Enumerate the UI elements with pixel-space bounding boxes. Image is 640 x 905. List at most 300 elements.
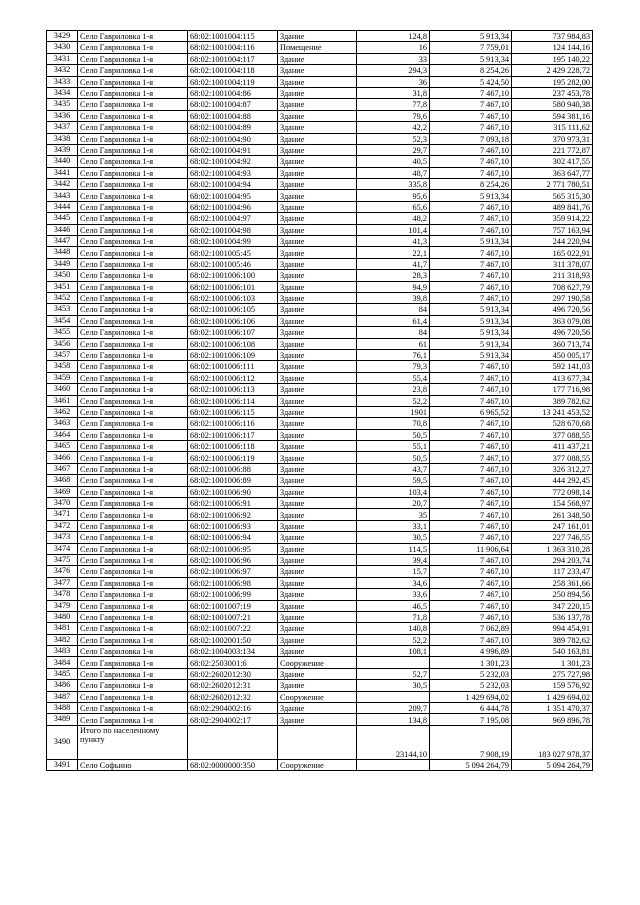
settlement-cell: Село Гавриловка 1-я	[78, 99, 188, 110]
object-type-cell: Здание	[278, 566, 357, 577]
cadastral-value-cell: 1 363 310,28	[512, 543, 593, 554]
area-cell: 20,7	[357, 498, 430, 509]
cadastral-number-cell: 68:02:1001004:86	[188, 87, 278, 98]
area-cell: 84	[357, 327, 430, 338]
settlement-cell: Село Гавриловка 1-я	[78, 543, 188, 554]
unit-value-cell: 7 467,10	[430, 213, 512, 224]
row-number-cell: 3443	[47, 190, 78, 201]
row-number-cell: 3433	[47, 76, 78, 87]
area-cell: 61	[357, 338, 430, 349]
area-cell: 40,5	[357, 156, 430, 167]
table-row	[47, 646, 593, 657]
row-number-cell: 3482	[47, 634, 78, 645]
object-type-cell: Здание	[278, 213, 357, 224]
cadastral-value-cell: 2 429 228,72	[512, 65, 593, 76]
cadastral-number-cell: 68:02:1001004:89	[188, 122, 278, 133]
cadastral-number-cell: 68:02:1001006:115	[188, 406, 278, 417]
settlement-cell: Итого по населенному пункту	[78, 725, 188, 759]
settlement-cell: Село Гавриловка 1-я	[78, 566, 188, 577]
area-cell: 55,4	[357, 372, 430, 383]
table-row	[47, 292, 593, 303]
area-cell: 209,7	[357, 703, 430, 714]
unit-value-cell: 7 467,10	[430, 361, 512, 372]
object-type-cell: Здание	[278, 31, 357, 42]
object-type-cell: Сооружение	[278, 657, 357, 668]
cadastral-value-cell: 183 027 978,37	[512, 725, 593, 759]
row-number-cell: 3471	[47, 509, 78, 520]
area-cell: 39,4	[357, 554, 430, 565]
area-cell: 48,2	[357, 213, 430, 224]
cadastral-value-cell: 244 220,94	[512, 236, 593, 247]
cadastral-number-cell: 68:02:1001004:117	[188, 53, 278, 64]
object-type-cell: Здание	[278, 87, 357, 98]
object-type-cell: Здание	[278, 623, 357, 634]
cadastral-number-cell: 68:02:1001004:88	[188, 110, 278, 121]
cadastral-number-cell: 68:02:1001004:94	[188, 179, 278, 190]
object-type-cell: Здание	[278, 589, 357, 600]
settlement-cell: Село Гавриловка 1-я	[78, 349, 188, 360]
table-row	[47, 486, 593, 497]
object-type-cell: Здание	[278, 144, 357, 155]
settlement-cell: Село Гавриловка 1-я	[78, 714, 188, 725]
unit-value-cell: 7 467,10	[430, 566, 512, 577]
unit-value-cell: 7 467,10	[430, 99, 512, 110]
settlement-cell: Село Гавриловка 1-я	[78, 247, 188, 258]
row-number-cell: 3456	[47, 338, 78, 349]
cadastral-value-cell: 594 381,16	[512, 110, 593, 121]
settlement-cell: Село Гавриловка 1-я	[78, 76, 188, 87]
cadastral-value-cell: 772 098,14	[512, 486, 593, 497]
object-type-cell: Здание	[278, 498, 357, 509]
object-type-cell: Здание	[278, 315, 357, 326]
table-row	[47, 441, 593, 452]
cadastral-number-cell: 68:02:1001006:112	[188, 372, 278, 383]
settlement-cell: Село Гавриловка 1-я	[78, 384, 188, 395]
row-number-cell: 3480	[47, 611, 78, 622]
row-number-cell: 3460	[47, 384, 78, 395]
unit-value-cell: 7 467,10	[430, 589, 512, 600]
table-row	[47, 384, 593, 395]
object-type-cell: Здание	[278, 281, 357, 292]
unit-value-cell: 7 467,10	[430, 224, 512, 235]
unit-value-cell: 7 467,10	[430, 441, 512, 452]
cadastral-number-cell: 68:02:1001007:19	[188, 600, 278, 611]
row-number-cell: 3474	[47, 543, 78, 554]
cadastral-value-cell: 117 233,47	[512, 566, 593, 577]
object-type-cell: Здание	[278, 395, 357, 406]
settlement-cell: Село Гавриловка 1-я	[78, 611, 188, 622]
settlement-cell: Село Гавриловка 1-я	[78, 475, 188, 486]
area-cell: 30,5	[357, 680, 430, 691]
object-type-cell: Здание	[278, 520, 357, 531]
unit-value-cell: 6 965,52	[430, 406, 512, 417]
cadastral-value-cell: 159 576,92	[512, 680, 593, 691]
object-type-cell: Здание	[278, 509, 357, 520]
cadastral-number-cell: 68:02:1001004:115	[188, 31, 278, 42]
cadastral-value-cell: 994 454,91	[512, 623, 593, 634]
area-cell: 43,7	[357, 463, 430, 474]
table-row	[47, 452, 593, 463]
settlement-cell: Село Гавриловка 1-я	[78, 315, 188, 326]
area-cell	[357, 691, 430, 702]
settlement-cell: Село Гавриловка 1-я	[78, 213, 188, 224]
unit-value-cell: 7 467,10	[430, 87, 512, 98]
unit-value-cell: 5 913,34	[430, 315, 512, 326]
table-row	[47, 657, 593, 668]
unit-value-cell: 7 467,10	[430, 520, 512, 531]
row-number-cell: 3477	[47, 577, 78, 588]
settlement-cell: Село Гавриловка 1-я	[78, 190, 188, 201]
object-type-cell: Здание	[278, 372, 357, 383]
cadastral-value-table	[46, 30, 593, 771]
cadastral-value-cell: 359 914,22	[512, 213, 593, 224]
unit-value-cell: 7 467,10	[430, 532, 512, 543]
row-number-cell: 3450	[47, 270, 78, 281]
cadastral-number-cell: 68:02:1001004:119	[188, 76, 278, 87]
settlement-cell: Село Гавриловка 1-я	[78, 327, 188, 338]
cadastral-value-cell: 347 220,15	[512, 600, 593, 611]
area-cell: 33,1	[357, 520, 430, 531]
area-cell: 48,7	[357, 167, 430, 178]
cadastral-value-cell: 221 772,87	[512, 144, 593, 155]
unit-value-cell: 7 062,89	[430, 623, 512, 634]
cadastral-number-cell: 68:02:1001004:96	[188, 201, 278, 212]
settlement-cell: Село Гавриловка 1-я	[78, 589, 188, 600]
table-row	[47, 281, 593, 292]
table-row	[47, 566, 593, 577]
cadastral-number-cell: 68:02:1001004:99	[188, 236, 278, 247]
table-row	[47, 611, 593, 622]
cadastral-value-cell: 302 417,55	[512, 156, 593, 167]
table-row	[47, 418, 593, 429]
table-row	[47, 224, 593, 235]
table-row	[47, 349, 593, 360]
area-cell: 52,2	[357, 634, 430, 645]
settlement-cell: Село Гавриловка 1-я	[78, 53, 188, 64]
table-row	[47, 475, 593, 486]
cadastral-number-cell: 68:02:2602012:30	[188, 668, 278, 679]
unit-value-cell: 5 913,34	[430, 349, 512, 360]
area-cell: 70,8	[357, 418, 430, 429]
settlement-cell: Село Гавриловка 1-я	[78, 281, 188, 292]
area-cell: 41,7	[357, 258, 430, 269]
table-row	[47, 577, 593, 588]
cadastral-value-cell: 360 713,74	[512, 338, 593, 349]
settlement-cell: Село Гавриловка 1-я	[78, 224, 188, 235]
area-cell: 33	[357, 53, 430, 64]
object-type-cell: Здание	[278, 338, 357, 349]
cadastral-number-cell: 68:02:2904002:16	[188, 703, 278, 714]
unit-value-cell: 5 913,34	[430, 190, 512, 201]
table-row	[47, 680, 593, 691]
row-number-cell: 3463	[47, 418, 78, 429]
cadastral-number-cell: 68:02:1001006:90	[188, 486, 278, 497]
object-type-cell: Здание	[278, 577, 357, 588]
unit-value-cell: 7 467,10	[430, 600, 512, 611]
cadastral-number-cell: 68:02:1001004:92	[188, 156, 278, 167]
cadastral-number-cell: 68:02:1001006:97	[188, 566, 278, 577]
table-row	[47, 703, 593, 714]
row-number-cell: 3446	[47, 224, 78, 235]
row-number-cell: 3488	[47, 703, 78, 714]
cadastral-value-cell: 444 292,45	[512, 475, 593, 486]
unit-value-cell: 7 467,10	[430, 486, 512, 497]
table-row	[47, 543, 593, 554]
cadastral-number-cell: 68:02:1001006:113	[188, 384, 278, 395]
cadastral-number-cell: 68:02:1004003:134	[188, 646, 278, 657]
cadastral-number-cell: 68:02:1001006:94	[188, 532, 278, 543]
unit-value-cell: 1 301,23	[430, 657, 512, 668]
cadastral-value-cell: 1 429 694,02	[512, 691, 593, 702]
unit-value-cell: 5 424,50	[430, 76, 512, 87]
cadastral-value-cell: 1 301,23	[512, 657, 593, 668]
cadastral-value-cell: 227 746,55	[512, 532, 593, 543]
table-row	[47, 532, 593, 543]
table-row	[47, 361, 593, 372]
unit-value-cell: 7 467,10	[430, 167, 512, 178]
object-type-cell: Здание	[278, 236, 357, 247]
area-cell: 1901	[357, 406, 430, 417]
object-type-cell: Здание	[278, 475, 357, 486]
settlement-cell: Село Гавриловка 1-я	[78, 110, 188, 121]
unit-value-cell: 7 467,10	[430, 110, 512, 121]
unit-value-cell: 8 254,26	[430, 179, 512, 190]
table-row	[47, 122, 593, 133]
area-cell: 76,1	[357, 349, 430, 360]
table-row	[47, 315, 593, 326]
row-number-cell: 3454	[47, 315, 78, 326]
table-row	[47, 554, 593, 565]
settlement-cell: Село Гавриловка 1-я	[78, 236, 188, 247]
settlement-cell: Село Гавриловка 1-я	[78, 509, 188, 520]
area-cell: 59,5	[357, 475, 430, 486]
object-type-cell: Здание	[278, 190, 357, 201]
settlement-cell: Село Гавриловка 1-я	[78, 703, 188, 714]
unit-value-cell: 7 467,10	[430, 475, 512, 486]
table-row	[47, 520, 593, 531]
settlement-cell: Село Гавриловка 1-я	[78, 577, 188, 588]
settlement-cell: Село Гавриловка 1-я	[78, 65, 188, 76]
settlement-cell: Село Гавриловка 1-я	[78, 156, 188, 167]
settlement-cell: Село Гавриловка 1-я	[78, 292, 188, 303]
object-type-cell: Здание	[278, 406, 357, 417]
row-number-cell: 3465	[47, 441, 78, 452]
object-type-cell: Здание	[278, 167, 357, 178]
cadastral-number-cell: 68:02:1001006:88	[188, 463, 278, 474]
settlement-cell: Село Гавриловка 1-я	[78, 304, 188, 315]
cadastral-value-cell: 311 378,07	[512, 258, 593, 269]
area-cell: 114,5	[357, 543, 430, 554]
table-row	[47, 179, 593, 190]
table-row	[47, 110, 593, 121]
cadastral-value-cell: 124 144,16	[512, 42, 593, 53]
table-row	[47, 144, 593, 155]
cadastral-value-cell: 757 163,94	[512, 224, 593, 235]
cadastral-number-cell: 68:02:1001006:114	[188, 395, 278, 406]
unit-value-cell: 7 467,10	[430, 270, 512, 281]
row-number-cell: 3468	[47, 475, 78, 486]
cadastral-value-cell: 969 896,78	[512, 714, 593, 725]
area-cell: 23,8	[357, 384, 430, 395]
unit-value-cell: 6 444,78	[430, 703, 512, 714]
unit-value-cell: 7 467,10	[430, 122, 512, 133]
cadastral-value-cell: 211 318,93	[512, 270, 593, 281]
cadastral-number-cell: 68:02:0000000:350	[188, 759, 278, 770]
object-type-cell: Здание	[278, 361, 357, 372]
row-number-cell: 3479	[47, 600, 78, 611]
area-cell: 94,9	[357, 281, 430, 292]
unit-value-cell: 7 467,10	[430, 452, 512, 463]
unit-value-cell: 7 093,18	[430, 133, 512, 144]
cadastral-number-cell: 68:02:2602012:32	[188, 691, 278, 702]
cadastral-number-cell: 68:02:1001006:89	[188, 475, 278, 486]
settlement-cell: Село Гавриловка 1-я	[78, 201, 188, 212]
object-type-cell: Здание	[278, 452, 357, 463]
object-type-cell: Здание	[278, 418, 357, 429]
table-row	[47, 589, 593, 600]
cadastral-number-cell: 68:02:1001005:45	[188, 247, 278, 258]
cadastral-value-cell: 294 203,74	[512, 554, 593, 565]
table-row	[47, 190, 593, 201]
unit-value-cell: 7 467,10	[430, 201, 512, 212]
cadastral-value-cell: 489 841,76	[512, 201, 593, 212]
table-row	[47, 634, 593, 645]
cadastral-value-cell: 363 079,08	[512, 315, 593, 326]
unit-value-cell: 5 913,34	[430, 304, 512, 315]
unit-value-cell: 5 913,34	[430, 31, 512, 42]
cadastral-number-cell: 68:02:1001006:98	[188, 577, 278, 588]
cadastral-number-cell: 68:02:2602012:31	[188, 680, 278, 691]
settlement-cell: Село Гавриловка 1-я	[78, 429, 188, 440]
area-cell: 39,8	[357, 292, 430, 303]
object-type-cell: Здание	[278, 304, 357, 315]
object-type-cell: Здание	[278, 429, 357, 440]
cadastral-value-cell: 708 627,79	[512, 281, 593, 292]
area-cell: 95,6	[357, 190, 430, 201]
settlement-cell: Село Гавриловка 1-я	[78, 133, 188, 144]
row-number-cell: 3436	[47, 110, 78, 121]
object-type-cell: Здание	[278, 65, 357, 76]
cadastral-number-cell: 68:02:2904002:17	[188, 714, 278, 725]
row-number-cell: 3478	[47, 589, 78, 600]
cadastral-number-cell: 68:02:1001006:107	[188, 327, 278, 338]
object-type-cell: Здание	[278, 76, 357, 87]
unit-value-cell: 7 908,19	[430, 725, 512, 759]
object-type-cell: Здание	[278, 668, 357, 679]
cadastral-value-cell: 275 727,98	[512, 668, 593, 679]
settlement-cell: Село Гавриловка 1-я	[78, 486, 188, 497]
cadastral-value-cell: 13 241 453,52	[512, 406, 593, 417]
area-cell: 61,4	[357, 315, 430, 326]
object-type-cell: Здание	[278, 292, 357, 303]
table-row	[47, 156, 593, 167]
table-row	[47, 31, 593, 42]
row-number-cell: 3466	[47, 452, 78, 463]
row-number-cell: 3432	[47, 65, 78, 76]
cadastral-number-cell: 68:02:1001006:108	[188, 338, 278, 349]
settlement-cell: Село Гавриловка 1-я	[78, 634, 188, 645]
object-type-cell: Сооружение	[278, 759, 357, 770]
cadastral-number-cell: 68:02:1001004:97	[188, 213, 278, 224]
cadastral-value-cell: 326 312,27	[512, 463, 593, 474]
row-number-cell: 3448	[47, 247, 78, 258]
object-type-cell: Здание	[278, 179, 357, 190]
object-type-cell: Здание	[278, 122, 357, 133]
area-cell: 50,5	[357, 452, 430, 463]
row-number-cell: 3484	[47, 657, 78, 668]
cadastral-number-cell: 68:02:1001005:46	[188, 258, 278, 269]
cadastral-value-cell: 389 782,62	[512, 634, 593, 645]
area-cell: 103,4	[357, 486, 430, 497]
cadastral-value-cell: 377 088,55	[512, 429, 593, 440]
settlement-cell: Село Гавриловка 1-я	[78, 452, 188, 463]
unit-value-cell: 7 759,01	[430, 42, 512, 53]
area-cell: 79,6	[357, 110, 430, 121]
object-type-cell: Здание	[278, 486, 357, 497]
area-cell	[357, 657, 430, 668]
cadastral-number-cell: 68:02:1001006:116	[188, 418, 278, 429]
area-cell: 124,8	[357, 31, 430, 42]
area-cell: 28,3	[357, 270, 430, 281]
unit-value-cell: 7 467,10	[430, 395, 512, 406]
row-number-cell: 3458	[47, 361, 78, 372]
row-number-cell: 3481	[47, 623, 78, 634]
row-number-cell: 3467	[47, 463, 78, 474]
object-type-cell: Здание	[278, 327, 357, 338]
unit-value-cell: 7 467,10	[430, 247, 512, 258]
table-row	[47, 509, 593, 520]
row-number-cell: 3438	[47, 133, 78, 144]
cadastral-number-cell: 68:02:1001004:93	[188, 167, 278, 178]
row-number-cell: 3462	[47, 406, 78, 417]
row-number-cell: 3440	[47, 156, 78, 167]
object-type-cell: Здание	[278, 714, 357, 725]
row-number-cell: 3473	[47, 532, 78, 543]
row-number-cell: 3445	[47, 213, 78, 224]
unit-value-cell: 7 467,10	[430, 384, 512, 395]
area-cell: 33,6	[357, 589, 430, 600]
settlement-cell: Село Гавриловка 1-я	[78, 600, 188, 611]
area-cell: 23144,10	[357, 725, 430, 759]
settlement-cell: Село Гавриловка 1-я	[78, 520, 188, 531]
settlement-cell: Село Гавриловка 1-я	[78, 646, 188, 657]
table-row	[47, 395, 593, 406]
cadastral-number-cell: 68:02:1001006:105	[188, 304, 278, 315]
settlement-cell: Село Гавриловка 1-я	[78, 395, 188, 406]
area-cell: 34,6	[357, 577, 430, 588]
unit-value-cell: 8 254,26	[430, 65, 512, 76]
settlement-cell: Село Гавриловка 1-я	[78, 361, 188, 372]
row-number-cell: 3459	[47, 372, 78, 383]
settlement-cell: Село Софьино	[78, 759, 188, 770]
object-type-cell: Помещение	[278, 42, 357, 53]
unit-value-cell: 7 467,10	[430, 258, 512, 269]
area-cell: 30,5	[357, 532, 430, 543]
cadastral-number-cell: 68:02:2503001:6	[188, 657, 278, 668]
cadastral-number-cell: 68:02:1002001:50	[188, 634, 278, 645]
object-type-cell	[278, 725, 357, 759]
table-row	[47, 213, 593, 224]
cadastral-value-cell: 195 140,22	[512, 53, 593, 64]
table-row	[47, 42, 593, 53]
table-row	[47, 247, 593, 258]
cadastral-value-cell: 540 163,81	[512, 646, 593, 657]
cadastral-value-cell: 5 094 264,79	[512, 759, 593, 770]
settlement-cell: Село Гавриловка 1-я	[78, 623, 188, 634]
settlement-cell: Село Гавриловка 1-я	[78, 122, 188, 133]
object-type-cell: Здание	[278, 133, 357, 144]
table-row	[47, 76, 593, 87]
